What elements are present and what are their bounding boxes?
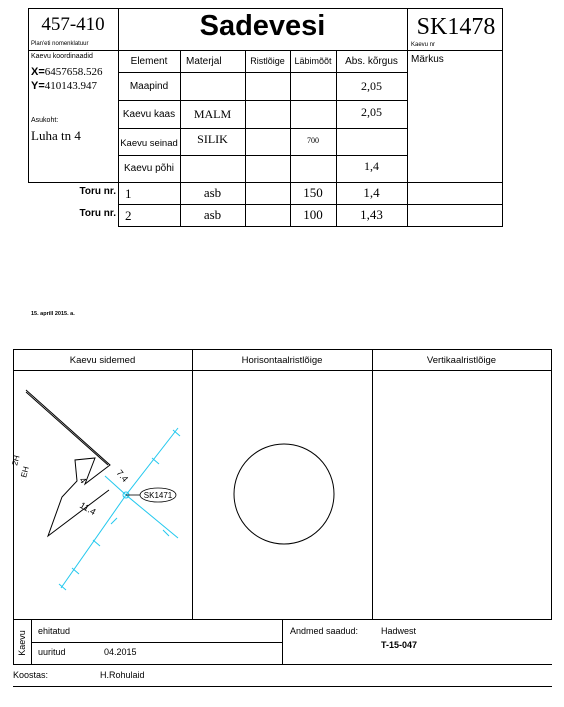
pipe-2-height: 1,43 (360, 207, 383, 222)
plan-number: 457-410 (41, 14, 105, 35)
dimension-4: 4 (77, 475, 89, 486)
pipe-line-ne (126, 428, 178, 495)
built-label: ehitatud (38, 626, 71, 636)
column-header-remarks: Märkus (411, 53, 444, 65)
coordinate-x-label: X= (31, 66, 45, 78)
pipe-2-number: 2 (125, 208, 132, 223)
author-value: H.Rohulaid (100, 670, 145, 680)
plan-number-label: Plan'eti nomenklatuur (31, 41, 89, 47)
pipe-ticks (59, 430, 180, 590)
surveyed-date: 04.2015 (104, 647, 137, 657)
data-from-label: Andmed saadud: (290, 626, 359, 636)
data-from-value: Hadwest (381, 626, 417, 636)
pipe-1-label: Toru nr. (79, 186, 116, 197)
panel-title-connections: Kaevu sidemed (69, 354, 136, 366)
building-label-bottom: EH (19, 465, 31, 479)
dimension-11-4: 11.4 (78, 500, 98, 518)
connections-sketch (10, 370, 192, 619)
row-height-ground: 2,05 (361, 78, 382, 93)
coordinate-x-value: 6457658.526 (44, 66, 103, 78)
row-element-ground: Maapind (129, 80, 169, 92)
coordinate-x (31, 66, 103, 78)
row-height-cover: 2,05 (361, 104, 382, 119)
coordinate-y (31, 80, 97, 92)
row-element-bottom: Kaevu põhi (123, 163, 175, 174)
row-material-walls: SILIK (197, 131, 228, 146)
row-material-cover: MALM (193, 106, 232, 121)
side-label: Kaevu (17, 630, 27, 656)
page-title: Sadevesi (199, 10, 326, 42)
well-id-label: Kaevu nr (411, 42, 436, 48)
column-header-material: Materjal (186, 55, 222, 67)
coordinates-label: Kaevu koordinaadid (31, 53, 93, 60)
pipe-1-diameter: 150 (303, 185, 323, 200)
building-label-top: 2H (10, 454, 22, 467)
author-label: Koostas: (13, 670, 49, 680)
column-header-element: Element (130, 55, 168, 67)
pipe-2-label: Toru nr. (79, 208, 116, 219)
row-height-bottom: 1,4 (364, 158, 379, 173)
column-header-cross-section: Ristlõige (250, 56, 285, 66)
coordinate-y-label: Y= (31, 80, 45, 92)
document-date: 15. aprill 2015. a. (31, 311, 75, 317)
column-header-diameter: Läbimõõt (294, 56, 332, 66)
pipe-2-diameter: 100 (303, 207, 323, 222)
building-outline (26, 390, 110, 536)
neighbor-well-label: SK1471 (143, 491, 173, 500)
pipe-1-height: 1,4 (363, 185, 380, 200)
well-id: SK1478 (416, 14, 496, 40)
column-header-abs-height: Abs. kõrgus (345, 55, 398, 67)
well-circle (234, 444, 334, 544)
dimension-7-4: 7.4 (114, 467, 131, 484)
pipe-1-number: 1 (125, 186, 132, 201)
row-element-cover: Kaevu kaas (122, 108, 176, 120)
pipe-2-material: asb (203, 207, 222, 222)
horizontal-section-drawing (192, 370, 372, 619)
data-reference: T-15-047 (381, 640, 418, 650)
row-diameter-walls: 700 (307, 135, 319, 145)
location-label: Asukoht: (31, 117, 59, 124)
panel-title-vertical: Vertikaalristlõige (426, 354, 497, 366)
panel-title-horizontal: Horisontaalristlõige (241, 354, 323, 366)
location-value: Luha tn 4 (31, 128, 81, 143)
surveyed-label: uuritud (38, 647, 66, 657)
building-wall (26, 392, 108, 465)
pipe-1-material: asb (203, 185, 222, 200)
coordinate-y-value: 410143.947 (44, 80, 98, 92)
row-element-walls: Kaevu seinad (120, 137, 178, 149)
